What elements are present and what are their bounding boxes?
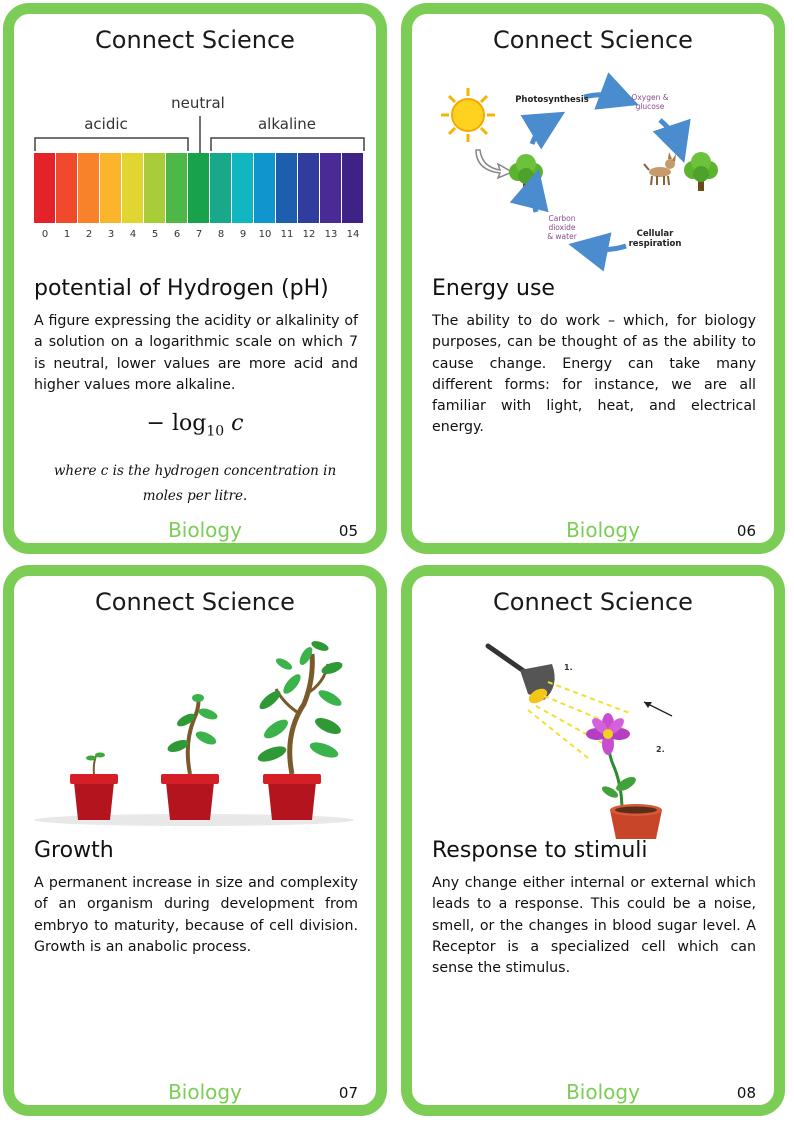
card-ph [3,3,387,554]
energy-cycle-illustration [412,72,774,277]
acidic-bracket [35,138,188,151]
card-number: 06 [736,522,756,540]
subject-label: Biology [566,1080,640,1104]
ph-number-label: 10 [258,229,272,240]
ph-color-block [56,153,77,223]
step-2-label: 2. [656,745,665,754]
ph-number-label: 5 [151,229,159,240]
flower-pot-icon [586,713,662,839]
ph-color-block [320,153,341,223]
card-title: potential of Hydrogen (pH) [34,276,329,301]
formula-note-line1: where c is the hydrogen concentration in [53,463,337,479]
formula-variable: c [231,411,244,436]
ph-number-label: 3 [107,229,115,240]
ph-number-label: 13 [324,229,338,240]
step-1-label: 1. [564,663,573,672]
brand-title: Connect Science [493,26,693,54]
ph-number-label: 1 [63,229,71,240]
card-number: 07 [338,1084,358,1102]
ph-color-block [122,153,143,223]
ph-color-block [342,153,363,223]
ph-number-label: 8 [217,229,225,240]
seedling-pot-icon [70,753,118,821]
sun-icon [441,88,495,142]
cycle-arrow-left [533,188,536,212]
card-growth [3,565,387,1116]
ph-number-label: 7 [195,229,203,240]
subject-label: Biology [168,518,242,542]
cycle-arrow-left-top [532,122,548,144]
card-number: 08 [736,1084,756,1102]
sunlight-arrow-icon [476,150,512,178]
card-title: Growth [34,838,114,863]
subject-label: Biology [566,518,640,542]
brand-title: Connect Science [493,588,693,616]
mature-plant-pot-icon [256,639,344,820]
cycle-arrow-bottom [588,246,626,250]
card-number: 05 [338,522,358,540]
cycle-arrow-top [584,95,620,98]
ph-number-label: 4 [129,229,137,240]
ph-scale-illustration [14,72,376,277]
card-energy-use [401,3,785,554]
formula-note [44,459,346,509]
ph-number-label: 0 [41,229,49,240]
formula-subscript: 10 [206,423,225,440]
ph-formula [14,411,376,439]
card-response-to-stimuli [401,565,785,1116]
ph-color-block [34,153,55,223]
ph-color-block [166,153,187,223]
ph-color-block [100,153,121,223]
oxygen-label-line1: Oxygen & [631,93,669,102]
cycle-arrow-right [660,120,678,144]
dog-icon [644,152,676,185]
card-description: A permanent increase in size and complexity of an organism during development from embryo to maturity, because of cell division. Growth is an anabolic process. [34,875,358,955]
subject-label: Biology [168,1080,242,1104]
ph-number-label: 9 [239,229,247,240]
card-title: Response to stimuli [432,838,648,863]
ph-color-block [78,153,99,223]
carbon-label-line2: dioxide [548,223,576,232]
tree-icon [684,152,718,191]
ph-color-block [254,153,275,223]
respiration-label-line1: Cellular [636,229,674,239]
ph-number-label: 6 [173,229,181,240]
ph-number-label: 12 [302,229,316,240]
acidic-label: acidic [84,115,128,133]
ph-number-label: 14 [346,229,360,240]
alkaline-label: alkaline [257,115,317,133]
ph-color-block [188,153,209,223]
ph-color-block [210,153,231,223]
card-description: Any change either internal or external which leads to a response. This could be a noise, smell, or the changes in blood sugar level. A Receptor is a specialized cell which can sense the stimulus. [432,875,756,977]
neutral-label: neutral [171,94,225,112]
card-description: The ability to do work – which, for biology purposes, can be thought of as the ability to cause change. Energy can take many different forms: for instance, we are all familiar with light, heat, and electrical energy. [432,313,756,436]
phototropism-illustration [412,634,774,839]
brand-title: Connect Science [95,26,295,54]
carbon-label-line3: & water [547,232,577,241]
ph-number-label: 2 [85,229,93,240]
formula-prefix: − log [146,411,207,436]
carbon-label-line1: Carbon [548,214,576,223]
ph-color-block [144,153,165,223]
card-description: A figure expressing the acidity or alkalinity of a solution on a logarithmic scale on which 7 is neutral, lower values are more acid and higher values more alkaline. [34,313,358,393]
ph-number-label: 11 [280,229,294,240]
respiration-label-line2: respiration [628,239,682,249]
ph-color-block [276,153,297,223]
ph-color-block [232,153,253,223]
card-title: Energy use [432,276,555,301]
brand-title: Connect Science [95,588,295,616]
ph-color-block [298,153,319,223]
young-plant-pot-icon [161,694,219,820]
formula-note-line2: moles per litre. [142,488,248,504]
plant-growth-illustration [14,634,376,839]
alkaline-bracket [211,138,364,151]
tree-icon [509,154,543,193]
photosynthesis-label: Photosynthesis [515,95,589,105]
oxygen-label-line2: glucose [635,102,665,111]
